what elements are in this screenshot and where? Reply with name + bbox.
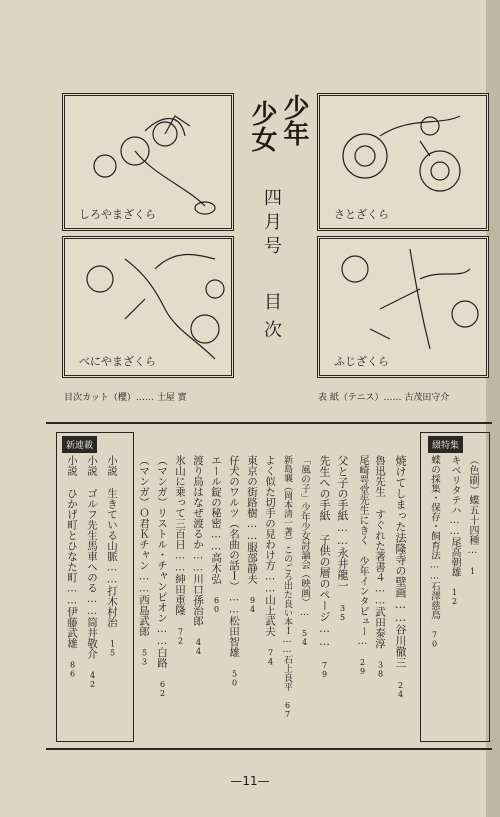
top-rule	[46, 422, 492, 424]
toc-entry[interactable]: （色刷）蝶五十四種… 1	[467, 455, 478, 576]
toc-entry-page: 12	[450, 588, 459, 606]
toc-entry-title: 魯迅先生 すぐれた著書４	[374, 455, 386, 583]
toc-entry-page: 70	[430, 630, 439, 649]
toc-entry-title: 蝶の採集・保存・飼育法	[429, 455, 440, 560]
issue-label: 四月号	[261, 188, 282, 260]
toc-entry[interactable]: キベリタテハ……尾高朝雄 12	[449, 455, 460, 606]
toc-entry-title: 東京の街路樹	[246, 455, 258, 518]
toc-entry-author: 打木村治	[106, 585, 118, 628]
toc-entry-title: 小説 ひかげ町とひなた町	[66, 455, 78, 583]
illustration-caption: べにやまざくら	[79, 355, 156, 368]
toc-entry-author: 永井龍一	[336, 547, 349, 591]
toc-entry-page: 74	[266, 648, 275, 667]
bottom-rule	[46, 748, 492, 750]
toc-entry-page: 79	[320, 661, 329, 679]
toc-entry-page: 62	[158, 680, 167, 698]
toc-entry-page: 94	[248, 596, 257, 614]
toc-entry-title: 小説 生きている山脈	[106, 455, 118, 562]
toc-entry-title: 渡り鳥はなぜ渡るか	[192, 455, 204, 550]
toc-entry-page: 1	[468, 567, 477, 576]
toc-entry-title: 先生への手紙 子供の層のページ	[318, 455, 331, 622]
toc-entry[interactable]: 小説 ひかげ町とひなた町……伊藤武雄 86	[66, 455, 78, 679]
toc-label: 目次	[261, 292, 282, 348]
feature-section-tag: 綴特集	[428, 436, 463, 453]
toc-entry-page: 24	[396, 681, 405, 699]
toc-entry-page: 60	[212, 596, 221, 614]
illustration-shiroyamazakura	[62, 93, 234, 231]
toc-entry[interactable]: （マンガ）リストル・チャンピオン……白路 62	[156, 455, 168, 698]
toc-entry-page: 54	[300, 629, 309, 647]
illustration-caption: さとざくら	[334, 208, 389, 221]
toc-entry-author: 川口孫治郎	[192, 573, 204, 626]
toc-entry-author: 筒井敬介	[86, 617, 98, 659]
cover-credit: 表 紙（テニス）…… 古茂田守介	[318, 393, 450, 403]
illustration-beniyamazakura	[62, 236, 234, 378]
toc-entry-title: 氷山に乗って三百日	[174, 455, 186, 550]
toc-entry[interactable]: 魯迅先生 すぐれた著書４……武田泰淳 38	[374, 455, 386, 679]
toc-entry-page: 35	[338, 604, 347, 622]
toc-entry-title: 仔犬のワルツ（名曲の話Ｉ）	[228, 455, 240, 592]
toc-entry[interactable]: 新島襄（岡本清一著）このごろ出た良い本Ｉ……石上良平 67	[282, 455, 292, 719]
serial-section-tag: 新連載	[62, 436, 97, 453]
toc-entry-page: 15	[108, 639, 117, 658]
magazine-title-shojo: 少女	[247, 100, 277, 152]
toc-entry-page: 72	[176, 627, 185, 646]
toc-entry-author: 谷川徹三	[394, 624, 407, 668]
cover-credit-artist: 古茂田守介	[404, 393, 450, 403]
toc-entry-page: 42	[88, 671, 97, 689]
page-number: —11—	[230, 774, 270, 788]
toc-entry-author: 石澤慈鳥	[429, 581, 440, 620]
toc-entry-title: エール錠の秘密	[210, 455, 222, 529]
toc-entry-author: 尾高朝雄	[449, 537, 460, 577]
toc-entry-page: 44	[194, 638, 203, 656]
toc-entry[interactable]: エール錠の秘密……高木弘 60	[210, 455, 222, 614]
toc-entry-author: 山上武夫	[264, 594, 276, 637]
toc-entry-page: 38	[376, 660, 385, 679]
toc-entry[interactable]: 父と子の手紙……永井龍一 35	[336, 455, 349, 622]
toc-entry-author: 伊藤武雄	[66, 606, 78, 649]
toc-entry-title: 焼けてしまった法隆寺の壁画	[394, 455, 407, 598]
toc-entry-author: 紳田重隆	[174, 573, 186, 616]
toc-entry-author: 服部静夫	[246, 542, 258, 584]
toc-entry-title: キベリタテハ	[449, 455, 460, 515]
toc-entry-title: 「風の子」少年少女討論会（映画）	[299, 455, 310, 607]
toc-entry[interactable]: 東京の街路樹……服部静夫 94	[246, 455, 258, 614]
toc-entry-title: 小説 ゴルフ先生馬車へのる	[86, 455, 98, 593]
toc-entry-author: 西島武郎	[138, 594, 150, 637]
toc-entry-author: 松田智雄	[228, 615, 240, 658]
toc-entry-page: 53	[140, 648, 149, 667]
toc-entry-author: 武田泰淳	[374, 606, 386, 649]
toc-entry[interactable]: （マンガ）Ｏ君Ｋチャン……西島武郎 53	[138, 455, 150, 667]
toc-entry[interactable]: 「風の子」少年少女討論会（映画）… 54	[299, 455, 310, 647]
toc-entry-title: （マンガ）Ｏ君Ｋチャン	[138, 455, 150, 571]
toc-entry-title: （色刷）蝶五十四種	[467, 455, 478, 545]
toc-entry-title: 父と子の手紙	[336, 455, 349, 521]
magazine-title-shonen: 少年	[279, 94, 309, 146]
toc-entry-page: 50	[230, 669, 239, 688]
toc-entry-author: 高木弘	[210, 552, 222, 584]
illustration-caption: しろやまざくら	[79, 208, 156, 221]
toc-entry-author: 白路	[156, 647, 168, 668]
cover-credit-label: 表 紙（テニス）	[318, 393, 384, 403]
toc-entry[interactable]: 仔犬のワルツ（名曲の話Ｉ）……松田智雄 50	[228, 455, 240, 688]
toc-entry[interactable]: よく似た切手の見わけ方……山上武夫 74	[264, 455, 276, 667]
cut-credit-label: 目次カット（櫻）	[64, 393, 136, 403]
toc-entry[interactable]: 渡り鳥はなぜ渡るか……川口孫治郎 44	[192, 455, 204, 656]
toc-entry-page: 29	[358, 658, 367, 676]
toc-entry-title: （マンガ）リストル・チャンピオン	[156, 455, 168, 623]
toc-entry-title: 尾崎咢堂先生にきく 少年インタビュー	[357, 455, 368, 636]
toc-entry[interactable]: 小説 ゴルフ先生馬車へのる……筒井敬介 42	[86, 455, 98, 689]
toc-entry[interactable]: 氷山に乗って三百日……紳田重隆 72	[174, 455, 186, 646]
toc-entry[interactable]: 先生への手紙 子供の層のページ…… 79	[318, 455, 331, 679]
cut-credit-artist: 土屋 實	[156, 393, 187, 403]
illustration-fujizakura	[317, 236, 489, 378]
toc-entry-page: 67	[283, 701, 292, 719]
illustration-caption: ふじざくら	[334, 355, 389, 368]
toc-entry-author: 石上良平	[282, 655, 292, 691]
illustration-satozakura	[317, 93, 489, 231]
toc-entry[interactable]: 蝶の採集・保存・飼育法……石澤慈鳥 70	[429, 455, 440, 649]
toc-entry[interactable]: 焼けてしまった法隆寺の壁画……谷川徹三 24	[394, 455, 407, 699]
toc-entry-title: よく似た切手の見わけ方	[264, 455, 276, 571]
toc-entry[interactable]: 小説 生きている山脈……打木村治 15	[106, 455, 118, 658]
toc-entry-page: 86	[68, 660, 77, 679]
toc-entry[interactable]: 尾崎咢堂先生にきく 少年インタビュー… 29	[357, 455, 368, 676]
cut-credit: 目次カット（櫻）…… 土屋 實	[64, 393, 187, 403]
toc-entry-title: 新島襄（岡本清一著）このごろ出た良い本Ｉ	[282, 455, 292, 635]
